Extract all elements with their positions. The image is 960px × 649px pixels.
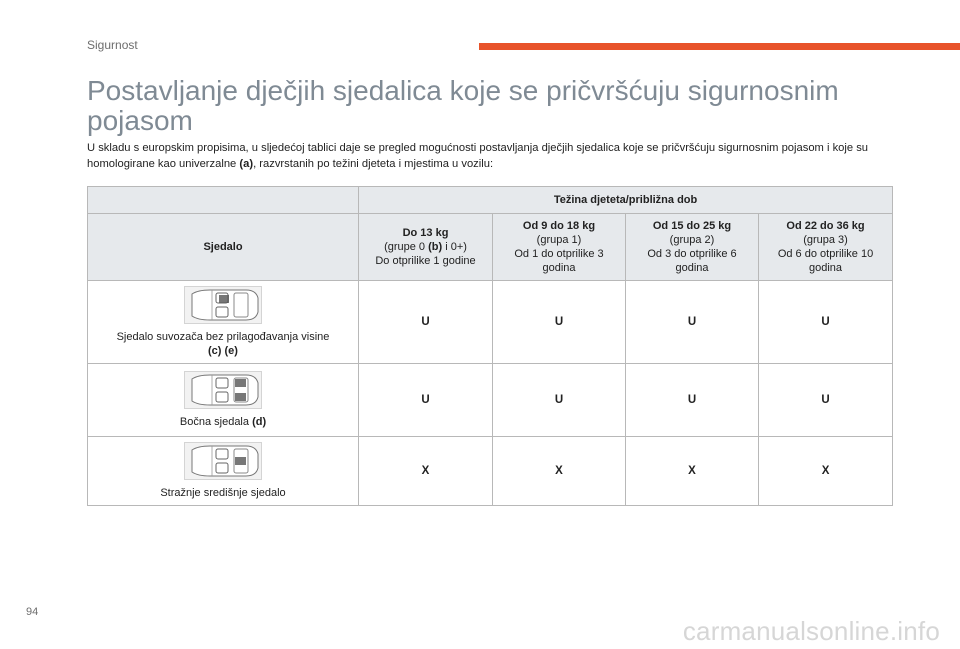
seat-label: Stražnje središnje sjedalo bbox=[160, 487, 286, 499]
seat-cell bbox=[88, 437, 359, 506]
page-number: 94 bbox=[26, 606, 39, 618]
value-cell: X bbox=[759, 437, 893, 506]
column-header-row bbox=[88, 214, 893, 281]
section-title: Sigurnost bbox=[87, 38, 138, 52]
empty-header-cell bbox=[88, 187, 359, 214]
column-header-3: Od 15 do 25 kg (grupa 2) Od 3 do otprilike 6 godina bbox=[626, 214, 759, 281]
intro-paragraph bbox=[87, 140, 892, 172]
page-title: Postavljanje dječjih sjedalica koje se pričvršćuju sigurnosnim pojasom bbox=[87, 75, 839, 136]
value-cell: U bbox=[359, 364, 493, 437]
value-cell: U bbox=[759, 364, 893, 437]
seat-label: Bočna sjedala (d) bbox=[179, 416, 267, 428]
value-cell: U bbox=[359, 281, 493, 364]
value-cell: X bbox=[493, 437, 626, 506]
column-header-1: Do 13 kg (grupe 0 (b) i 0+) Do otprilike 1 godine bbox=[359, 214, 493, 281]
value-cell: X bbox=[359, 437, 493, 506]
value-cell: U bbox=[493, 364, 626, 437]
watermark: carmanualsonline.info bbox=[682, 616, 940, 646]
value-cell: X bbox=[626, 437, 759, 506]
table-row bbox=[88, 364, 893, 437]
child-seat-table bbox=[87, 186, 893, 506]
car-front-passenger-seat-icon bbox=[184, 286, 262, 324]
seat-cell bbox=[88, 364, 359, 437]
value-cell: U bbox=[493, 281, 626, 364]
intro-text-1: U skladu s europskim propisima, u sljedećoj tablici daje se pregled mogućnosti postavljanja dječjih sjedalica koje se pričvršćuju sigurnosnim pojasom i koje su homologirane kao univerzalne bbox=[87, 142, 869, 170]
car-rear-center-seat-icon bbox=[184, 442, 262, 480]
seat-column-header: Sjedalo bbox=[88, 214, 359, 281]
weight-group-header: Težina djeteta/približna dob bbox=[359, 187, 893, 214]
table-row bbox=[88, 281, 893, 364]
intro-text-2: , razvrstanih po težini djeteta i mjestima u vozilu: bbox=[253, 158, 494, 170]
table-header-row bbox=[88, 187, 893, 214]
value-cell: U bbox=[626, 364, 759, 437]
intro-ref: (a) bbox=[239, 158, 254, 170]
seat-cell bbox=[88, 281, 359, 364]
seat-label: Sjedalo suvozača bez prilagođavanja visine (c) (e) bbox=[116, 331, 330, 357]
accent-bar bbox=[479, 43, 960, 50]
car-rear-side-seats-icon bbox=[184, 371, 262, 409]
column-header-2: Od 9 do 18 kg (grupa 1) Od 1 do otprilike 3 godina bbox=[493, 214, 626, 281]
column-header-4: Od 22 do 36 kg (grupa 3) Od 6 do otprilike 10 godina bbox=[759, 214, 893, 281]
value-cell: U bbox=[759, 281, 893, 364]
table-row bbox=[88, 437, 893, 506]
value-cell: U bbox=[626, 281, 759, 364]
